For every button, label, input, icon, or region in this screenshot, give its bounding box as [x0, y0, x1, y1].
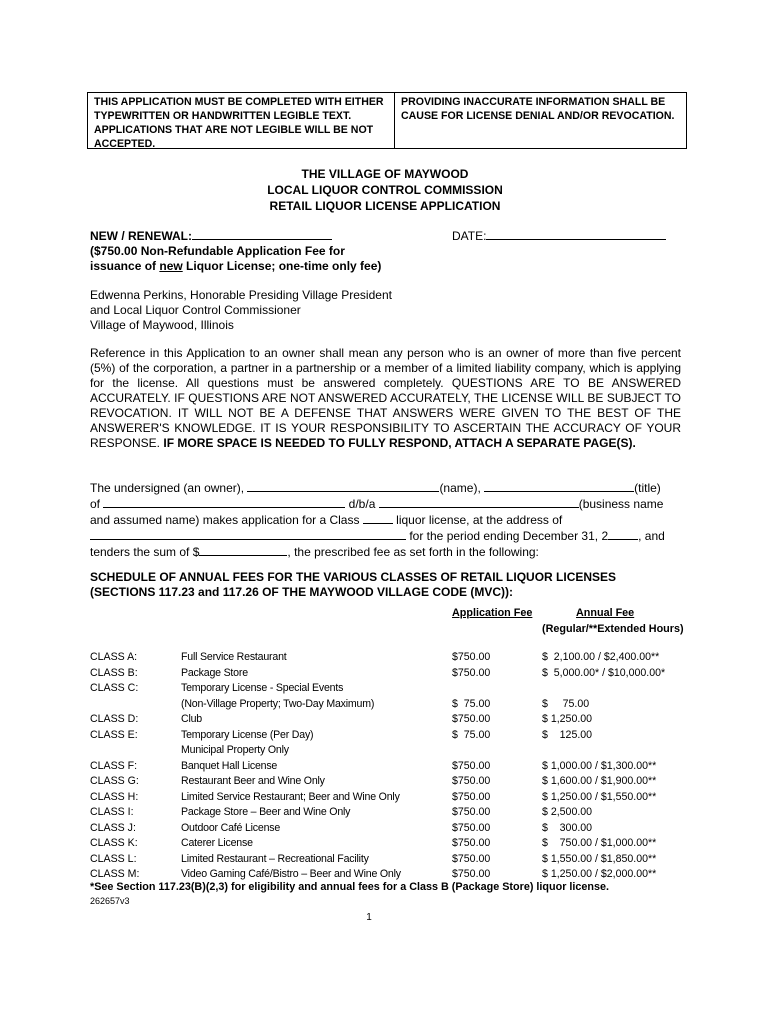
reference-paragraph	[90, 346, 681, 451]
class-cell: CLASS M:	[90, 868, 140, 880]
annual-fee-cell: $ 75.00	[542, 697, 590, 710]
title-label: (title)	[634, 481, 661, 495]
application-fee-cell: $ 75.00	[452, 728, 491, 741]
application-fee-cell: $750.00	[452, 651, 491, 663]
application-fee-cell: $ 75.00	[452, 697, 491, 710]
schedule-heading-line-2: (SECTIONS 117.23 and 117.26 OF THE MAYWOOD VILLAGE CODE (MVC)):	[90, 585, 513, 599]
schedule-heading	[90, 570, 681, 600]
reference-bold-text: IF MORE SPACE IS NEEDED TO FULLY RESPOND, ATTACH A SEPARATE PAGE(S).	[163, 436, 636, 450]
class-cell: CLASS D:	[90, 713, 139, 725]
class-cell: CLASS L:	[90, 852, 137, 865]
class-cell: CLASS E:	[90, 728, 138, 741]
annual-fee-cell: $ 1,000.00 / $1,300.00**	[542, 759, 657, 772]
description-cell: (Non-Village Property; Two-Day Maximum)	[181, 697, 375, 710]
class-cell: CLASS B:	[90, 666, 138, 679]
fee-row	[90, 836, 690, 852]
new-renewal-field[interactable]	[192, 228, 332, 240]
annual-fee-cell: $ 5,000.00* / $10,000.00*	[542, 666, 666, 679]
description-cell: Caterer License	[181, 837, 253, 849]
class-cell: CLASS H:	[90, 790, 139, 803]
annual-fee-cell: $ 750.00 / $1,000.00**	[542, 837, 657, 849]
application-fee-cell: $750.00	[452, 713, 491, 725]
document-id: 262657v3	[90, 896, 130, 906]
fee-row	[90, 697, 690, 713]
annual-fee-cell: $ 1,550.00 / $1,850.00**	[542, 852, 657, 865]
reference-text: Reference in this Application to an owner shall mean any person who is an owner of more than five percent (5%) of the corporation, a partner in a partnership or a member of a limited liability company, which is applying for the license. All questions must be answered completely. QUESTIONS ARE TO BE ANSWERED ACCURATELY. IF QUESTIONS ARE NOT ANSWERED ACCURATELY, THE LICENSE WILL BE SUBJECT TO REVOCATION. IT WILL NOT BE A DEFENSE THAT ANSWERS WERE GIVEN TO THE BEST OF THE ANSWERER'S KNOWLEDGE. IT IS YOUR RESPONSIBILITY TO ASCERTAIN THE ACCURACY OF YOUR RESPONSE.	[90, 346, 681, 450]
and-text: , and	[638, 529, 665, 543]
new-renewal-label: NEW / RENEWAL:	[90, 229, 192, 243]
title-line-1: THE VILLAGE OF MAYWOOD	[301, 167, 469, 181]
annual-fee-cell: $ 1,250.00 / $1,550.00**	[542, 790, 657, 803]
fee-row	[90, 821, 690, 837]
fee-amount-field[interactable]	[199, 544, 287, 556]
description-cell: Package Store	[181, 666, 248, 679]
business-name-field[interactable]	[379, 496, 579, 508]
addressee-line-3: Village of Maywood, Illinois	[90, 318, 234, 332]
legibility-notice: THIS APPLICATION MUST BE COMPLETED WITH EITHER TYPEWRITTEN OR HANDWRITTEN LEGIBLE TEXT. APPLICATIONS THAT ARE NOT LEGIBLE WILL BE NOT ACCEPTED.	[88, 93, 395, 148]
accuracy-notice: PROVIDING INACCURATE INFORMATION SHALL BE CAUSE FOR LICENSE DENIAL AND/OR REVOCATION.	[401, 96, 675, 122]
owner-title-field[interactable]	[484, 480, 634, 492]
description-cell: Restaurant Beer and Wine Only	[181, 775, 325, 787]
application-fee-header: Application Fee	[452, 607, 533, 619]
description-cell: Banquet Hall License	[181, 759, 278, 772]
addressee-line-1: Edwenna Perkins, Honorable Presiding Village President	[90, 288, 392, 302]
description-cell: Video Gaming Café/Bistro – Beer and Wine Only	[181, 868, 401, 880]
annual-fee-cell: $ 300.00	[542, 821, 593, 834]
address-text: liquor license, at the address of	[392, 513, 563, 527]
class-cell: CLASS F:	[90, 759, 138, 772]
title-line-3: RETAIL LIQUOR LICENSE APPLICATION	[269, 199, 501, 213]
fee-row	[90, 805, 690, 821]
description-cell: Outdoor Café License	[181, 821, 281, 834]
application-fee-cell: $750.00	[452, 666, 491, 679]
document-title	[0, 166, 770, 214]
dba-text: d/b/a	[345, 497, 379, 511]
notice-box	[87, 92, 687, 149]
fee-row	[90, 774, 690, 790]
fee-row	[90, 743, 690, 759]
annual-fee-header: Annual Fee	[576, 607, 635, 619]
description-cell: Full Service Restaurant	[181, 651, 287, 663]
fee-schedule-table	[90, 606, 690, 883]
fee-note-new: new	[159, 259, 183, 273]
description-cell: Limited Restaurant – Recreational Facility	[181, 852, 369, 865]
class-cell: CLASS J:	[90, 821, 136, 834]
description-cell: Limited Service Restaurant; Beer and Wine Only	[181, 790, 400, 803]
annual-fee-cell: $ 1,600.00 / $1,900.00**	[542, 775, 657, 787]
schedule-heading-line-1: SCHEDULE OF ANNUAL FEES FOR THE VARIOUS CLASSES OF RETAIL LIQUOR LICENSES	[90, 570, 617, 584]
application-fee-cell: $750.00	[452, 821, 491, 834]
address-field[interactable]	[90, 528, 406, 540]
undersigned-text: The undersigned (an owner),	[90, 481, 248, 495]
fee-note-text-end: Liquor License; one-time only fee)	[182, 259, 382, 273]
of-text: of	[90, 497, 104, 511]
new-renewal-block	[90, 228, 450, 274]
date-label: DATE:	[452, 229, 487, 243]
annual-fee-cell: $ 2,500.00	[542, 806, 593, 818]
description-cell: Club	[181, 713, 202, 725]
annual-fee-cell: $ 125.00	[542, 728, 593, 741]
fee-row	[90, 666, 690, 682]
page-number: 1	[366, 912, 372, 923]
application-fee-cell: $750.00	[452, 868, 491, 880]
year-field[interactable]	[608, 528, 638, 540]
application-fee-cell: $750.00	[452, 759, 491, 772]
fee-note-text: issuance of	[90, 259, 160, 273]
annual-fee-cell: $ 1,250.00 / $2,000.00**	[542, 868, 657, 880]
undersigned-block	[90, 480, 690, 560]
annual-fee-cell: $ 2,100.00 / $2,400.00**	[542, 651, 660, 663]
description-cell: Temporary License (Per Day)	[181, 728, 314, 741]
entity-field[interactable]	[103, 496, 345, 508]
addressee-block	[90, 288, 490, 333]
class-cell: CLASS G:	[90, 775, 139, 787]
application-fee-cell: $750.00	[452, 852, 491, 865]
addressee-line-2: and Local Liquor Control Commissioner	[90, 303, 301, 317]
fee-row	[90, 790, 690, 806]
fee-note-line-1: ($750.00 Non-Refundable Application Fee for	[90, 244, 345, 258]
application-fee-cell: $750.00	[452, 806, 491, 818]
fee-row	[90, 712, 690, 728]
fee-row	[90, 650, 690, 666]
class-cell: CLASS I:	[90, 806, 134, 818]
description-cell: Municipal Property Only	[181, 744, 289, 756]
prescribed-fee-text: , the prescribed fee as set forth in the following:	[287, 545, 539, 559]
license-class-field[interactable]	[363, 512, 393, 524]
fee-row	[90, 759, 690, 775]
title-line-2: LOCAL LIQUOR CONTROL COMMISSION	[267, 183, 503, 197]
annual-fee-subheader: (Regular/**Extended Hours)	[542, 622, 684, 635]
application-fee-cell: $750.00	[452, 790, 491, 803]
fee-row	[90, 681, 690, 697]
fee-footnote: *See Section 117.23(B)(2,3) for eligibility and annual fees for a Class B (Package Store) liquor license.	[90, 881, 610, 893]
description-cell: Package Store – Beer and Wine Only	[181, 806, 351, 818]
application-fee-cell: $750.00	[452, 775, 491, 787]
fee-row	[90, 852, 690, 868]
business-name-label: (business name	[578, 497, 664, 511]
class-cell: CLASS K:	[90, 837, 138, 849]
class-cell: CLASS C:	[90, 682, 139, 694]
application-fee-cell: $750.00	[452, 837, 491, 849]
tenders-text: tenders the sum of $	[90, 545, 200, 559]
period-text: for the period ending December 31, 2	[406, 529, 609, 543]
class-text: and assumed name) makes application for a Class	[90, 513, 363, 527]
description-cell: Temporary License - Special Events	[181, 682, 344, 694]
name-label: (name),	[439, 481, 485, 495]
date-field[interactable]	[486, 228, 666, 240]
owner-name-field[interactable]	[247, 480, 439, 492]
fee-row	[90, 728, 690, 744]
annual-fee-cell: $ 1,250.00	[542, 713, 593, 725]
date-block	[452, 228, 682, 244]
class-cell: CLASS A:	[90, 651, 138, 663]
